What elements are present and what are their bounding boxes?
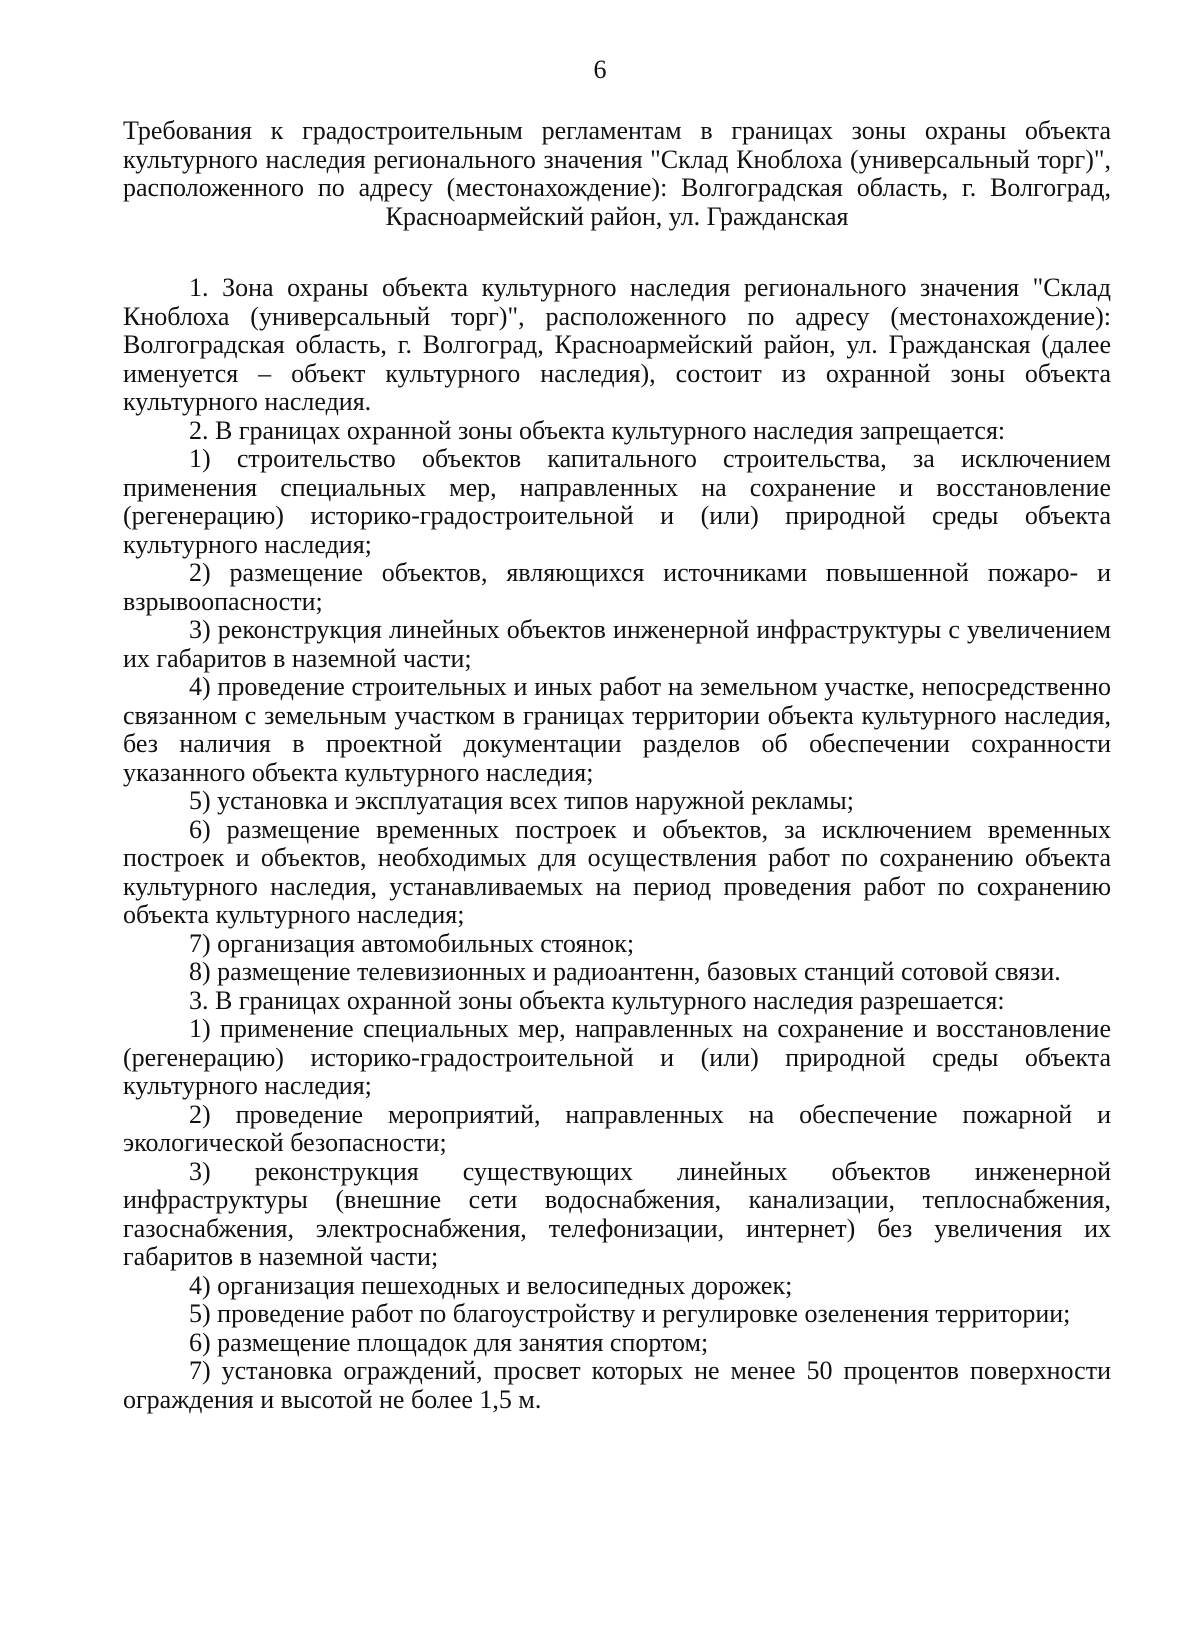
list-item: 6) размещение площадок для занятия спортом; bbox=[189, 1327, 709, 1357]
list-item: 1) строительство объектов капитального строительства, за исключением применения специальных мер, направленных на сохранение и восстановление (регенерацию) историко-градостроительной и (или) природной среды объекта культурного наследия; bbox=[123, 444, 1111, 559]
paragraph: 3. В границах охранной зоны объекта культурного наследия разрешается: bbox=[189, 985, 1005, 1015]
list-item: 2) проведение мероприятий, направленных на обеспечение пожарной и экологической безопасности; bbox=[123, 1099, 1111, 1157]
list-item: 3) реконструкция существующих линейных объектов инженерной инфраструктуры (внешние сети водоснабжения, канализации, теплоснабжения, газоснабжения, электроснабжения, телефонизации, интернет) без увеличения их габаритов в наземной части; bbox=[123, 1156, 1111, 1271]
list-item: 4) проведение строительных и иных работ на земельном участке, непосредственно связанном с земельным участком в границах территории объекта культурного наследия, без наличия в проектной документации разделов об обеспечении сохранности указанного объекта культурного наследия; bbox=[123, 672, 1111, 787]
list-item: 8) размещение телевизионных и радиоантенн, базовых станций сотовой связи. bbox=[189, 957, 1061, 986]
list-item: 7) установка ограждений, просвет которых не менее 50 процентов поверхности ограждения и высотой не более 1,5 м. bbox=[123, 1356, 1111, 1414]
list-item: 7) организация автомобильных стоянок; bbox=[189, 928, 635, 958]
paragraph: 2. В границах охранной зоны объекта культурного наследия запрещается: bbox=[189, 415, 1006, 445]
list-item: 6) размещение временных построек и объектов, за исключением временных построек и объектов, необходимых для осуществления работ по сохранению объекта культурного наследия, устанавливаемых на период проведения работ по сохранению объекта культурного наследия; bbox=[123, 814, 1111, 929]
list-item: 5) проведение работ по благоустройству и регулировке озеленения территории; bbox=[189, 1299, 1071, 1328]
document-body bbox=[123, 274, 1111, 1414]
list-item: 3) реконструкция линейных объектов инженерной инфраструктуры с увеличением их габаритов в наземной части; bbox=[123, 615, 1111, 673]
list-item: 5) установка и эксплуатация всех типов наружной рекламы; bbox=[189, 786, 854, 815]
document-title: Требования к градостроительным регламентам в границах зоны охраны объекта культурного наследия регионального значения "Склад Кноблоха (универсальный торг)", расположенного по адресу (местонахождение): Волгоградская область, г. Волгоград, Красноармейский район, ул. Гражданская bbox=[123, 116, 1111, 231]
paragraph: 1. Зона охраны объекта культурного наследия регионального значения "Склад Кноблоха (универсальный торг)", расположенного по адресу (местонахождение): Волгоградская область, г. Волгоград, Красноармейский район, ул. Гражданская (далее именуется – объект культурного наследия), состоит из охранной зоны объекта культурного наследия. bbox=[123, 273, 1111, 416]
page-number: 6 bbox=[593, 55, 607, 84]
list-item: 4) организация пешеходных и велосипедных дорожек; bbox=[189, 1270, 793, 1300]
list-item: 2) размещение объектов, являющихся источниками повышенной пожаро- и взрывоопасности; bbox=[123, 558, 1111, 616]
list-item: 1) применение специальных мер, направленных на сохранение и восстановление (регенерацию) историко-градостроительной и (или) природной среды объекта культурного наследия; bbox=[123, 1014, 1111, 1100]
